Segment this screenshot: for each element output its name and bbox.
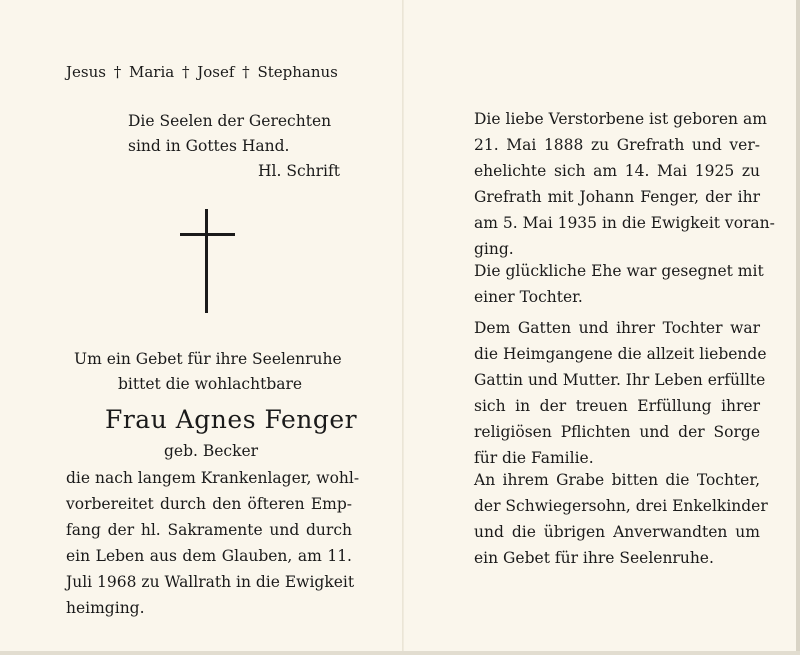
tribute-line: religiösen Pflichten und der Sorge (474, 423, 760, 441)
death-line: ein Leben aus dem Glauben, am 11. (66, 547, 352, 565)
family-line: und die übrigen Anverwandten um (474, 523, 760, 541)
biography-paragraph (474, 106, 775, 262)
cross-vertical-bar (205, 209, 208, 313)
biography-line: ging. (474, 240, 514, 258)
death-line: fang der hl. Sakramente und durch (66, 521, 352, 539)
tribute-line: die Heimgangene die allzeit liebende (474, 345, 767, 363)
tribute-paragraph (474, 315, 767, 471)
family-line: An ihrem Grabe bitten die Tochter, (474, 471, 760, 489)
quote-line-1: Die Seelen der Gerechten (128, 112, 332, 130)
marriage-line: einer Tochter. (474, 288, 583, 306)
header-names: Jesus † Maria † Josef † Stephanus (66, 63, 338, 81)
deceased-name: Frau Agnes Fenger (105, 405, 358, 434)
biography-line: Die liebe Verstorbene ist geboren am (474, 110, 767, 128)
family-request-paragraph (474, 467, 768, 571)
quote-source: Hl. Schrift (258, 162, 340, 180)
tribute-line: für die Familie. (474, 449, 594, 467)
tribute-line: Dem Gatten und ihrer Tochter war (474, 319, 760, 337)
tribute-line: Gattin und Mutter. Ihr Leben erfüllte (474, 371, 766, 389)
prayer-line-2: bittet die wohlachtbare (118, 375, 303, 393)
cross-horizontal-bar (180, 233, 235, 236)
biography-line: Grefrath mit Johann Fenger, der ihr (474, 188, 760, 206)
quote-line-2: sind in Gottes Hand. (128, 137, 290, 155)
biography-line: ehelichte sich am 14. Mai 1925 zu (474, 162, 760, 180)
death-line: vorbereitet durch den öfteren Emp- (66, 495, 352, 513)
death-line: heimging. (66, 599, 145, 617)
marriage-paragraph (474, 258, 764, 310)
family-line: der Schwiegersohn, drei Enkelkinder (474, 497, 768, 515)
biography-line: 21. Mai 1888 zu Grefrath und ver- (474, 136, 760, 154)
prayer-line-1: Um ein Gebet für ihre Seelenruhe (74, 350, 342, 368)
family-line: ein Gebet für ihre Seelenruhe. (474, 549, 714, 567)
death-line: Juli 1968 zu Wallrath in die Ewigkeit (66, 573, 355, 591)
death-line: die nach langem Krankenlager, wohl- (66, 469, 360, 487)
biography-line: am 5. Mai 1935 in die Ewigkeit voran- (474, 214, 775, 232)
card-fold (402, 0, 404, 655)
marriage-line: Die glückliche Ehe war gesegnet mit (474, 262, 764, 280)
card-edge (796, 0, 800, 655)
birth-name: geb. Becker (164, 442, 259, 460)
card-edge-bottom (0, 651, 800, 655)
death-paragraph (66, 465, 360, 621)
tribute-line: sich in der treuen Erfüllung ihrer (474, 397, 760, 415)
